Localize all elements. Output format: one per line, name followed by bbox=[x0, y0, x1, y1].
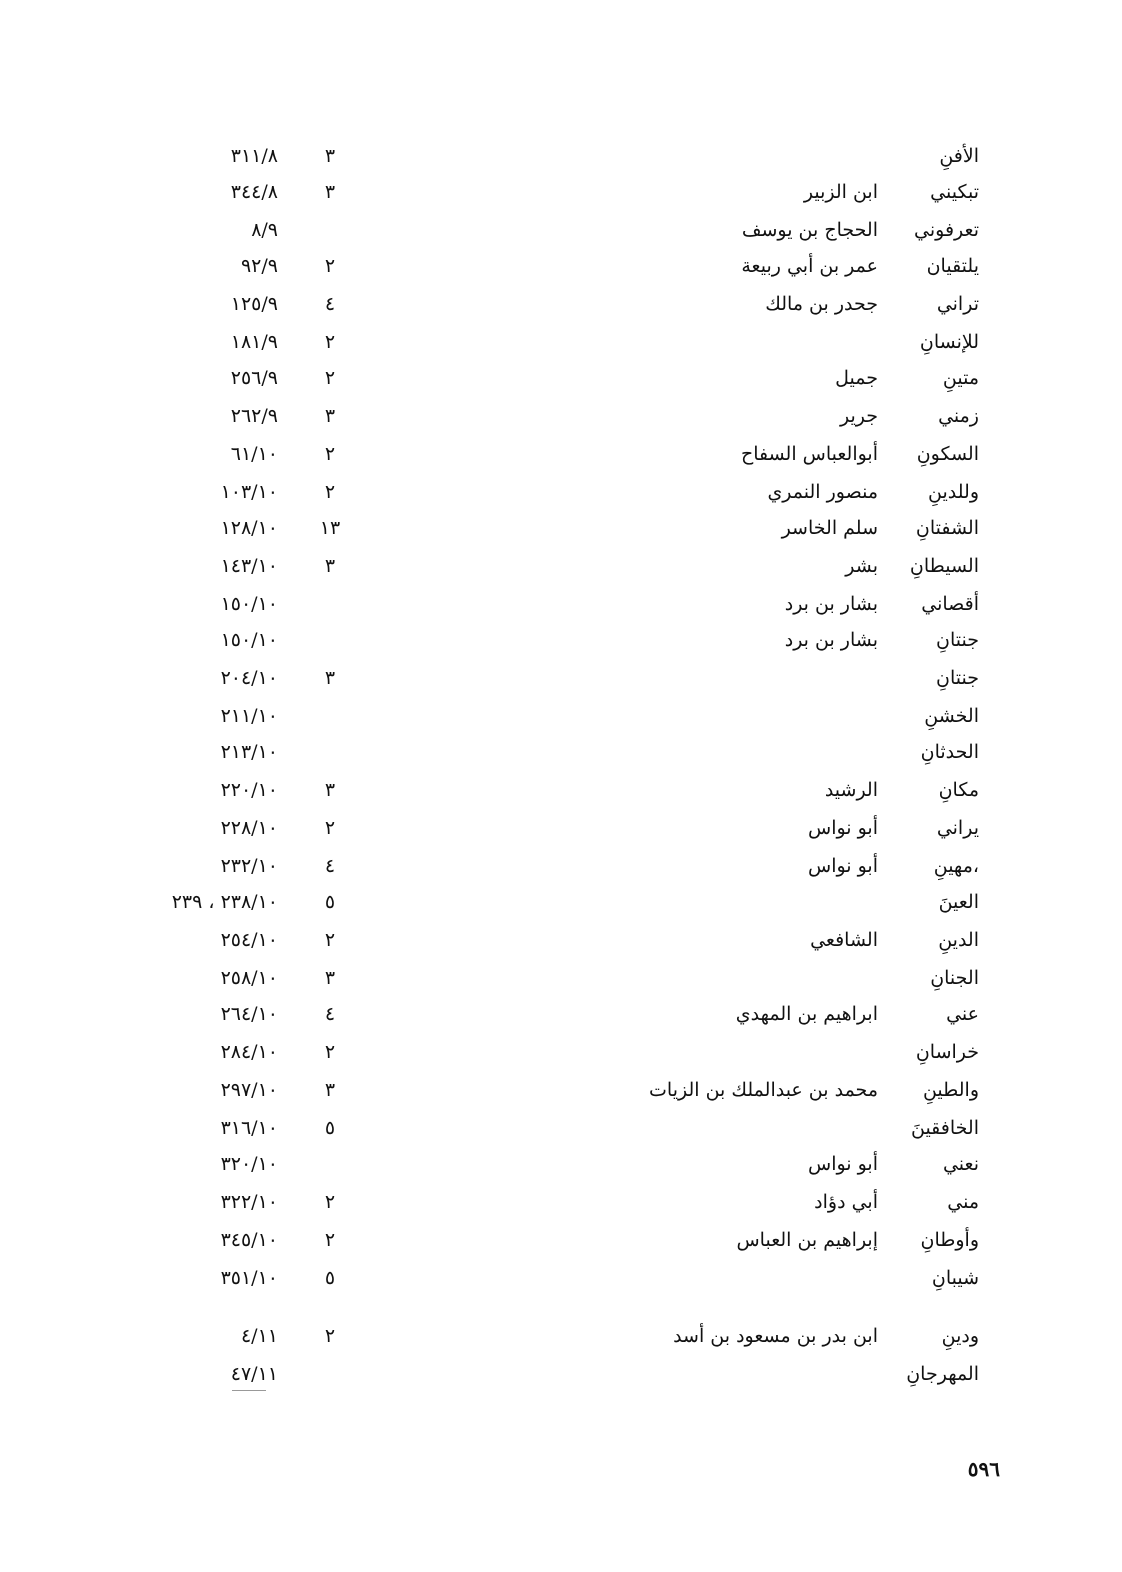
rhyme-word: والطينِ bbox=[922, 1079, 979, 1101]
short-rule bbox=[232, 1390, 266, 1391]
volume-page-reference: ١٢٥/٩ bbox=[230, 293, 278, 315]
rhyme-word: تراني bbox=[936, 293, 979, 315]
index-row bbox=[0, 398, 1122, 434]
volume-page-reference: ٢٨٤/١٠ bbox=[220, 1041, 278, 1063]
volume-page-reference: ٣٥١/١٠ bbox=[220, 1267, 278, 1289]
volume-page-reference: ٢٦٤/١٠ bbox=[220, 1003, 278, 1025]
index-row bbox=[0, 510, 1122, 546]
rhyme-word: زمني bbox=[938, 405, 979, 427]
verse-count: ٤ bbox=[324, 1003, 336, 1025]
index-row bbox=[0, 810, 1122, 846]
volume-page-reference: ٢٢٠/١٠ bbox=[220, 779, 278, 801]
volume-page-reference: ٢٠٤/١٠ bbox=[220, 667, 278, 689]
volume-page-reference: ٩٢/٩ bbox=[240, 255, 278, 277]
volume-page-reference: ١٥٠/١٠ bbox=[220, 629, 278, 651]
poet-name: أبي دؤاد bbox=[814, 1191, 878, 1213]
volume-page-reference: ١٤٣/١٠ bbox=[220, 555, 278, 577]
volume-page-reference: ٢١١/١٠ bbox=[220, 705, 278, 727]
verse-count: ١٣ bbox=[319, 517, 341, 539]
volume-page-reference: ٢٥٨/١٠ bbox=[220, 967, 278, 989]
verse-count: ٤ bbox=[324, 293, 336, 315]
index-row bbox=[0, 586, 1122, 622]
poet-name: منصور النمري bbox=[767, 481, 878, 503]
poet-name: ابراهيم بن المهدي bbox=[735, 1003, 878, 1025]
poet-name: سلم الخاسر bbox=[781, 517, 878, 539]
volume-page-reference: ٣٢٠/١٠ bbox=[220, 1153, 278, 1175]
index-row bbox=[0, 248, 1122, 284]
volume-page-reference: ٣٤٤/٨ bbox=[230, 181, 278, 203]
verse-count: ٢ bbox=[324, 481, 336, 503]
verse-count: ٥ bbox=[324, 1267, 336, 1289]
rhyme-word: الحدثانِ bbox=[920, 741, 979, 763]
volume-page-reference: ١٠٣/١٠ bbox=[220, 481, 278, 503]
index-row bbox=[0, 734, 1122, 770]
rhyme-word: العينَ bbox=[938, 891, 979, 913]
verse-count: ٣ bbox=[324, 967, 336, 989]
rhyme-word: مكانِ bbox=[938, 779, 979, 801]
volume-page-reference: ٢٩٧/١٠ bbox=[220, 1079, 278, 1101]
volume-page-reference: ١٨١/٩ bbox=[230, 331, 278, 353]
verse-count: ٣ bbox=[324, 779, 336, 801]
rhyme-word: جنتانِ bbox=[936, 629, 979, 651]
poet-name: الحجاج بن يوسف bbox=[741, 219, 878, 241]
volume-page-reference: ١٥٠/١٠ bbox=[220, 593, 278, 615]
index-row bbox=[0, 474, 1122, 510]
verse-count: ٥ bbox=[324, 891, 336, 913]
verse-count: ٢ bbox=[324, 817, 336, 839]
rhyme-word: يراني bbox=[936, 817, 979, 839]
poet-name: جرير bbox=[840, 405, 878, 427]
volume-page-reference: ٢٥٦/٩ bbox=[230, 367, 278, 389]
rhyme-word: الخشنِ bbox=[924, 705, 979, 727]
verse-count: ٢ bbox=[324, 1325, 336, 1347]
rhyme-word: وأوطانِ bbox=[920, 1229, 979, 1251]
verse-count: ٢ bbox=[324, 1229, 336, 1251]
rhyme-word: الأفنِ bbox=[939, 145, 979, 167]
index-row bbox=[0, 360, 1122, 396]
verse-count: ٢ bbox=[324, 929, 336, 951]
rhyme-word: تعرفوني bbox=[914, 219, 979, 241]
index-row bbox=[0, 922, 1122, 958]
index-row bbox=[0, 324, 1122, 360]
verse-count: ٣ bbox=[324, 1079, 336, 1101]
volume-page-reference: ٤٧/١١ bbox=[230, 1363, 278, 1385]
poet-name: بشار بن برد bbox=[784, 593, 878, 615]
verse-count: ٢ bbox=[324, 367, 336, 389]
poet-name: أبو نواس bbox=[808, 1153, 878, 1175]
index-row bbox=[0, 960, 1122, 996]
volume-page-reference: ١٢٨/١٠ bbox=[220, 517, 278, 539]
index-row bbox=[0, 1146, 1122, 1182]
verse-count: ٣ bbox=[324, 145, 336, 167]
poet-name: الرشيد bbox=[824, 779, 878, 801]
poet-name: أبو نواس bbox=[808, 855, 878, 877]
verse-count: ٣ bbox=[324, 405, 336, 427]
index-row bbox=[0, 1222, 1122, 1258]
verse-count: ٣ bbox=[324, 555, 336, 577]
rhyme-word: للإنسانِ bbox=[919, 331, 979, 353]
volume-page-reference: ٢٣٢/١٠ bbox=[220, 855, 278, 877]
index-row bbox=[0, 138, 1122, 174]
rhyme-word: خراسانِ bbox=[915, 1041, 979, 1063]
volume-page-reference: ٢٢٨/١٠ bbox=[220, 817, 278, 839]
index-row bbox=[0, 1072, 1122, 1108]
rhyme-word: الدينِ bbox=[938, 929, 979, 951]
index-row bbox=[0, 548, 1122, 584]
volume-page-reference: ٨/٩ bbox=[251, 219, 278, 241]
index-row bbox=[0, 1110, 1122, 1146]
verse-count: ٤ bbox=[324, 855, 336, 877]
index-row bbox=[0, 772, 1122, 808]
volume-page-reference: ٣١١/٨ bbox=[230, 145, 278, 167]
verse-count: ٢ bbox=[324, 255, 336, 277]
verse-count: ٣ bbox=[324, 667, 336, 689]
index-row bbox=[0, 848, 1122, 884]
index-row bbox=[0, 1184, 1122, 1220]
rhyme-word: المهرجانِ bbox=[906, 1363, 979, 1385]
index-row bbox=[0, 660, 1122, 696]
volume-page-reference: ٣١٦/١٠ bbox=[220, 1117, 278, 1139]
rhyme-word: شيبانِ bbox=[931, 1267, 979, 1289]
rhyme-word: مني bbox=[947, 1191, 979, 1213]
index-row bbox=[0, 698, 1122, 734]
verse-count: ٢ bbox=[324, 1191, 336, 1213]
volume-page-reference: ٣٢٢/١٠ bbox=[220, 1191, 278, 1213]
poet-name: بشار بن برد bbox=[784, 629, 878, 651]
rhyme-word: متينِ bbox=[942, 367, 979, 389]
verse-count: ٥ bbox=[324, 1117, 336, 1139]
rhyme-word: تبكيني bbox=[930, 181, 979, 203]
poet-name: عمر بن أبي ربيعة bbox=[741, 255, 878, 277]
volume-page-reference: ٢٥٤/١٠ bbox=[220, 929, 278, 951]
poet-name: جحدر بن مالك bbox=[765, 293, 878, 315]
volume-page-reference: ٢٣٨/١٠ ، ٢٣٩ bbox=[171, 891, 278, 913]
rhyme-word: نعني bbox=[942, 1153, 979, 1175]
index-row bbox=[0, 174, 1122, 210]
rhyme-word: الشفتانِ bbox=[915, 517, 979, 539]
poet-name: جميل bbox=[835, 367, 878, 389]
verse-count: ٢ bbox=[324, 1041, 336, 1063]
rhyme-word: ودينِ bbox=[941, 1325, 979, 1347]
page-number: ٥٩٦ bbox=[967, 1457, 1000, 1481]
index-row bbox=[0, 436, 1122, 472]
poet-name: بشر bbox=[845, 555, 878, 577]
poet-name: أبوالعباس السفاح bbox=[740, 443, 878, 465]
poet-name: أبو نواس bbox=[808, 817, 878, 839]
index-row bbox=[0, 1356, 1122, 1392]
volume-page-reference: ٦١/١٠ bbox=[230, 443, 278, 465]
verse-count: ٣ bbox=[324, 181, 336, 203]
index-row bbox=[0, 1034, 1122, 1070]
poet-name: إبراهيم بن العباس bbox=[736, 1229, 878, 1251]
poet-name: الشافعي bbox=[810, 929, 878, 951]
verse-count: ٢ bbox=[324, 331, 336, 353]
poet-name: ابن بدر بن مسعود بن أسد bbox=[673, 1325, 878, 1347]
index-row bbox=[0, 622, 1122, 658]
rhyme-word: عني bbox=[946, 1003, 979, 1025]
index-row bbox=[0, 286, 1122, 322]
index-row bbox=[0, 1318, 1122, 1354]
rhyme-word: جنتانِ bbox=[936, 667, 979, 689]
index-row bbox=[0, 884, 1122, 920]
rhyme-word: السكونِ bbox=[916, 443, 979, 465]
poet-name: محمد بن عبدالملك بن الزيات bbox=[649, 1079, 878, 1101]
index-row bbox=[0, 1260, 1122, 1296]
verse-count: ٢ bbox=[324, 443, 336, 465]
rhyme-word: الجنانِ bbox=[930, 967, 979, 989]
index-row bbox=[0, 996, 1122, 1032]
volume-page-reference: ٢٦٢/٩ bbox=[230, 405, 278, 427]
rhyme-word: السيطانِ bbox=[909, 555, 979, 577]
volume-page-reference: ٢١٣/١٠ bbox=[220, 741, 278, 763]
rhyme-word: وللدينِ bbox=[928, 481, 979, 503]
index-row bbox=[0, 212, 1122, 248]
rhyme-word: أقصاني bbox=[921, 593, 979, 615]
rhyme-word: ،مهينِ bbox=[933, 855, 979, 877]
volume-page-reference: ٤/١١ bbox=[240, 1325, 278, 1347]
poet-name: ابن الزبير bbox=[803, 181, 878, 203]
rhyme-word: يلتقيان bbox=[926, 255, 979, 277]
volume-page-reference: ٣٤٥/١٠ bbox=[220, 1229, 278, 1251]
rhyme-word: الخافقينَ bbox=[910, 1117, 979, 1139]
